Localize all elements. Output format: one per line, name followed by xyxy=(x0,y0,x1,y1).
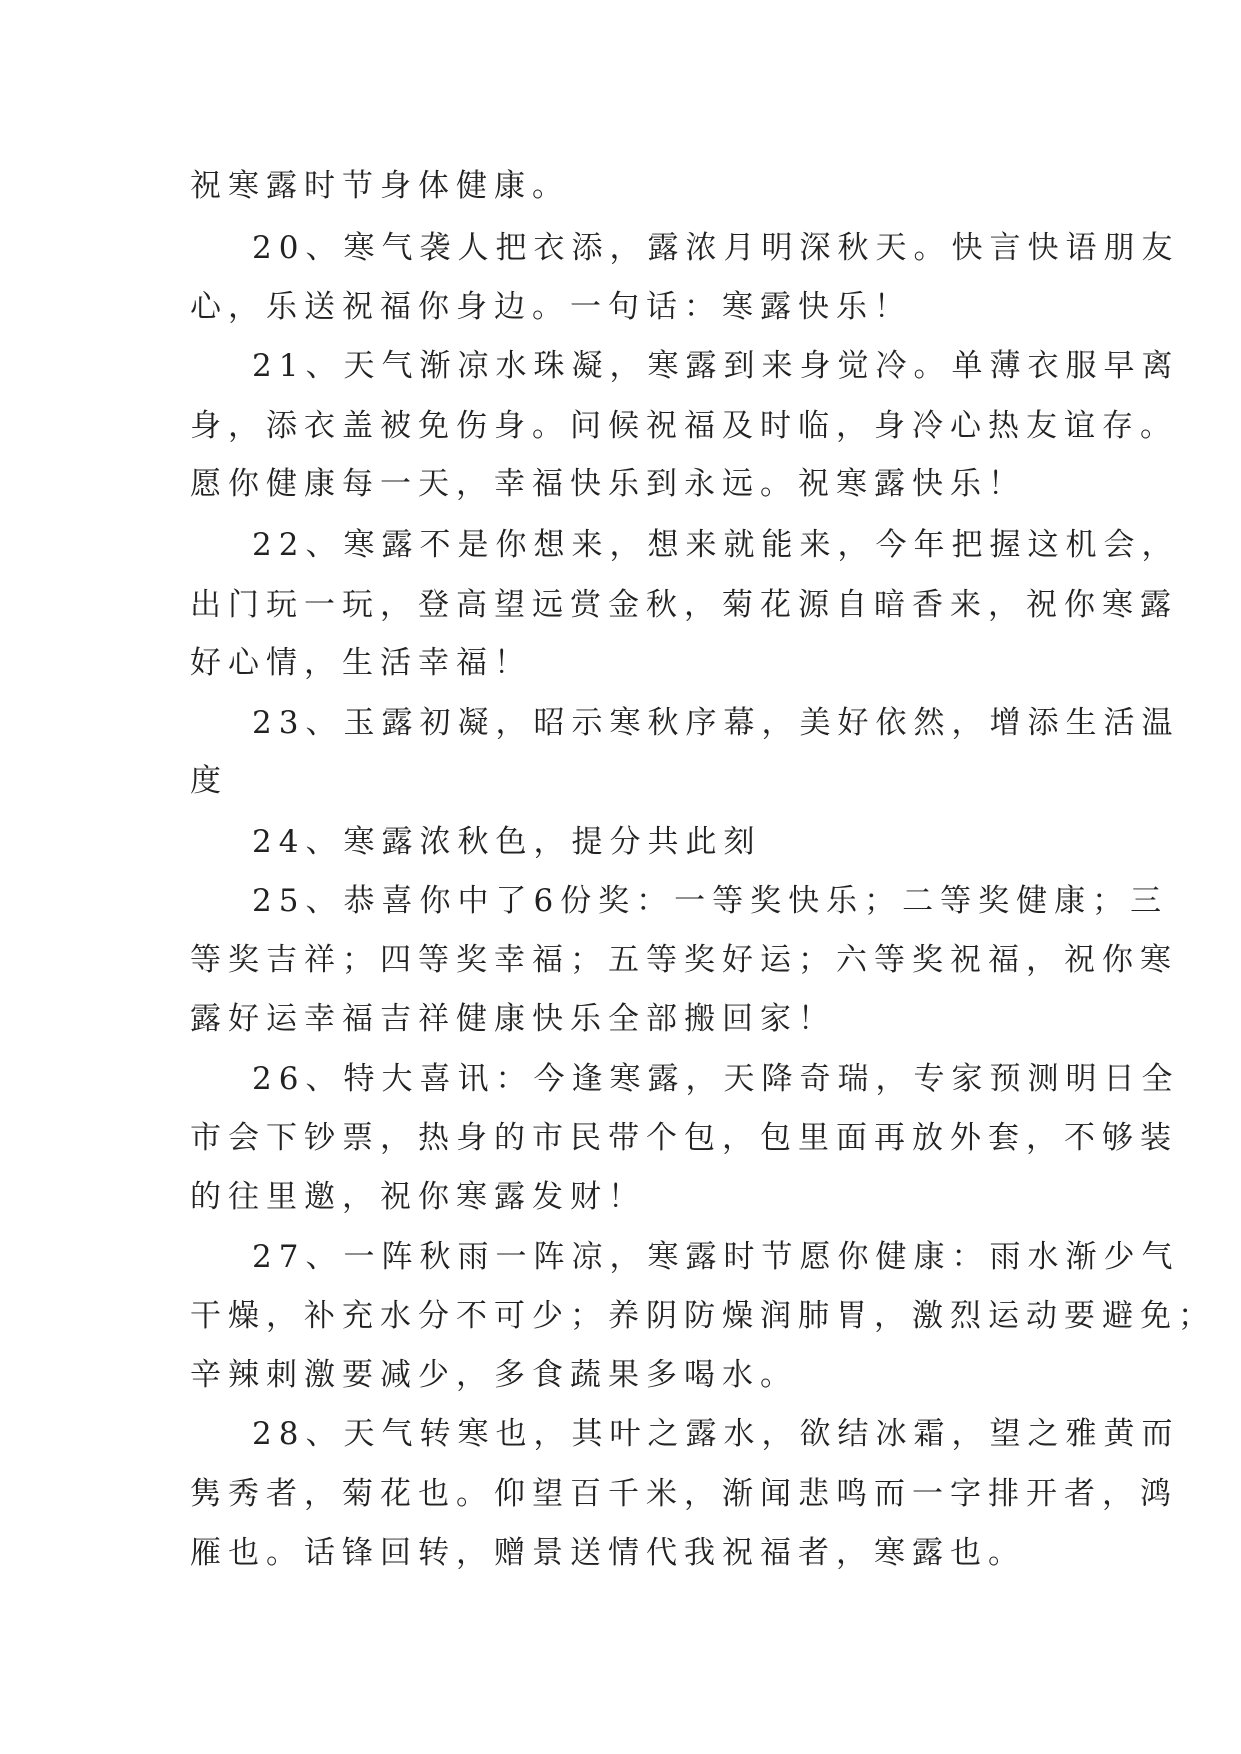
text-line: 24、寒露浓秋色，提分共此刻 xyxy=(252,824,762,860)
text-line: 28、天气转寒也，其叶之露水，欲结冰霜，望之雅黄而 xyxy=(252,1416,1180,1452)
text-line: 市会下钞票，热身的市民带个包，包里面再放外套，不够装 xyxy=(190,1120,1178,1156)
text-line: 干燥，补充水分不可少；养阴防燥润肺胃，激烈运动要避免； xyxy=(190,1298,1216,1334)
text-line: 愿你健康每一天，幸福快乐到永远。祝寒露快乐！ xyxy=(190,466,1026,502)
text-line: 26、特大喜讯：今逢寒露，天降奇瑞，专家预测明日全 xyxy=(252,1061,1180,1097)
text-line: 辛辣刺激要减少，多食蔬果多喝水。 xyxy=(190,1357,798,1393)
text-line: 的往里邀，祝你寒露发财！ xyxy=(190,1179,646,1215)
text-line: 度 xyxy=(190,763,228,799)
text-line: 好心情，生活幸福！ xyxy=(190,645,532,681)
text-line: 22、寒露不是你想来，想来就能来，今年把握这机会， xyxy=(252,527,1180,563)
text-line: 雁也。话锋回转，赠景送情代我祝福者，寒露也。 xyxy=(190,1535,1026,1571)
text-line: 27、一阵秋雨一阵凉，寒露时节愿你健康：雨水渐少气 xyxy=(252,1239,1180,1275)
text-line: 23、玉露初凝，昭示寒秋序幕，美好依然，增添生活温 xyxy=(252,705,1180,741)
text-line: 25、恭喜你中了6份奖：一等奖快乐；二等奖健康；三 xyxy=(252,883,1169,919)
text-line: 心，乐送祝福你身边。一句话：寒露快乐！ xyxy=(190,289,912,325)
text-line: 祝寒露时节身体健康。 xyxy=(190,168,570,204)
text-line: 20、寒气袭人把衣添，露浓月明深秋天。快言快语朋友 xyxy=(252,230,1180,266)
text-line: 隽秀者，菊花也。仰望百千米，渐闻悲鸣而一字排开者，鸿 xyxy=(190,1476,1178,1512)
text-line: 身，添衣盖被免伤身。问候祝福及时临，身冷心热友谊存。 xyxy=(190,408,1178,444)
text-line: 等奖吉祥；四等奖幸福；五等奖好运；六等奖祝福，祝你寒 xyxy=(190,942,1178,978)
text-line: 出门玩一玩，登高望远赏金秋，菊花源自暗香来，祝你寒露 xyxy=(190,587,1178,623)
text-line: 21、天气渐凉水珠凝，寒露到来身觉冷。单薄衣服早离 xyxy=(252,348,1180,384)
text-line: 露好运幸福吉祥健康快乐全部搬回家！ xyxy=(190,1001,836,1037)
